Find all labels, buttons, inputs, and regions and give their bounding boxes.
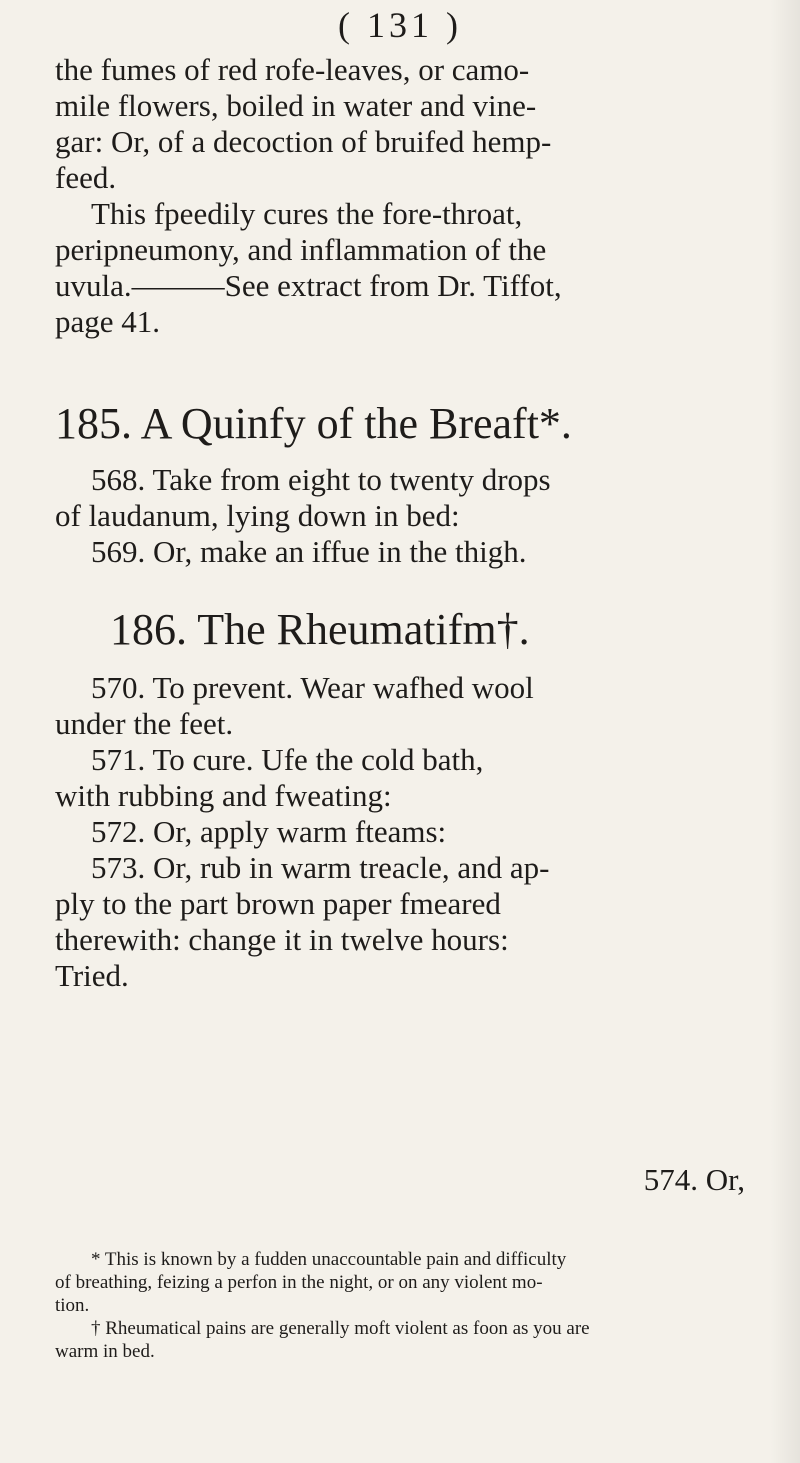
- footnote-line: † Rheumatical pains are generally moft violent as foon as you are: [91, 1318, 590, 1339]
- text-line: of laudanum, lying down in bed:: [55, 498, 460, 533]
- footnote-line: warm in bed.: [55, 1341, 155, 1362]
- footnote-line: of breathing, feizing a perfon in the night, or on any violent mo-: [55, 1272, 543, 1293]
- text-line: 568. Take from eight to twenty drops: [91, 462, 551, 497]
- section-heading-186: 186. The Rheumatifm†.: [110, 605, 530, 654]
- text-line: page 41.: [55, 304, 161, 339]
- text-line: the fumes of red rofe-leaves, or camo-: [55, 52, 530, 87]
- page-number: ( 131 ): [338, 5, 462, 45]
- text-line: therewith: change it in twelve hours:: [55, 922, 509, 957]
- text-line: peripneumony, and inflammation of the: [55, 232, 547, 267]
- text-line: feed.: [55, 160, 117, 195]
- footnote-line: tion.: [55, 1295, 90, 1316]
- text-line: 569. Or, make an iffue in the thigh.: [91, 534, 527, 569]
- catchword: 574. Or,: [643, 1162, 745, 1197]
- section-186-body: [55, 670, 745, 994]
- text-line: with rubbing and fweating:: [55, 778, 392, 813]
- text-line: uvula.———See extract from Dr. Tiffot,: [55, 268, 562, 303]
- text-line: mile flowers, boiled in water and vine-: [55, 88, 537, 123]
- text-line: This fpeedily cures the fore-throat,: [91, 196, 523, 231]
- text-line: 572. Or, apply warm fteams:: [91, 814, 447, 849]
- section-heading-185: 185. A Quinfy of the Breaft*.: [55, 399, 572, 448]
- text-line: under the feet.: [55, 706, 234, 741]
- footnotes: [55, 1248, 755, 1363]
- text-line: 570. To prevent. Wear wafhed wool: [91, 670, 534, 705]
- text-line: gar: Or, of a decoction of bruifed hemp-: [55, 124, 552, 159]
- text-line: Tried.: [55, 958, 129, 993]
- page-edge-shadow: [770, 0, 800, 1463]
- footnote-line: * This is known by a fudden unaccountable pain and difficulty: [91, 1249, 567, 1270]
- body-text-top: [55, 52, 745, 340]
- text-line: 573. Or, rub in warm treacle, and ap-: [91, 850, 550, 885]
- text-line: ply to the part brown paper fmeared: [55, 886, 501, 921]
- section-185-body: [55, 462, 745, 570]
- text-line: 571. To cure. Ufe the cold bath,: [91, 742, 484, 777]
